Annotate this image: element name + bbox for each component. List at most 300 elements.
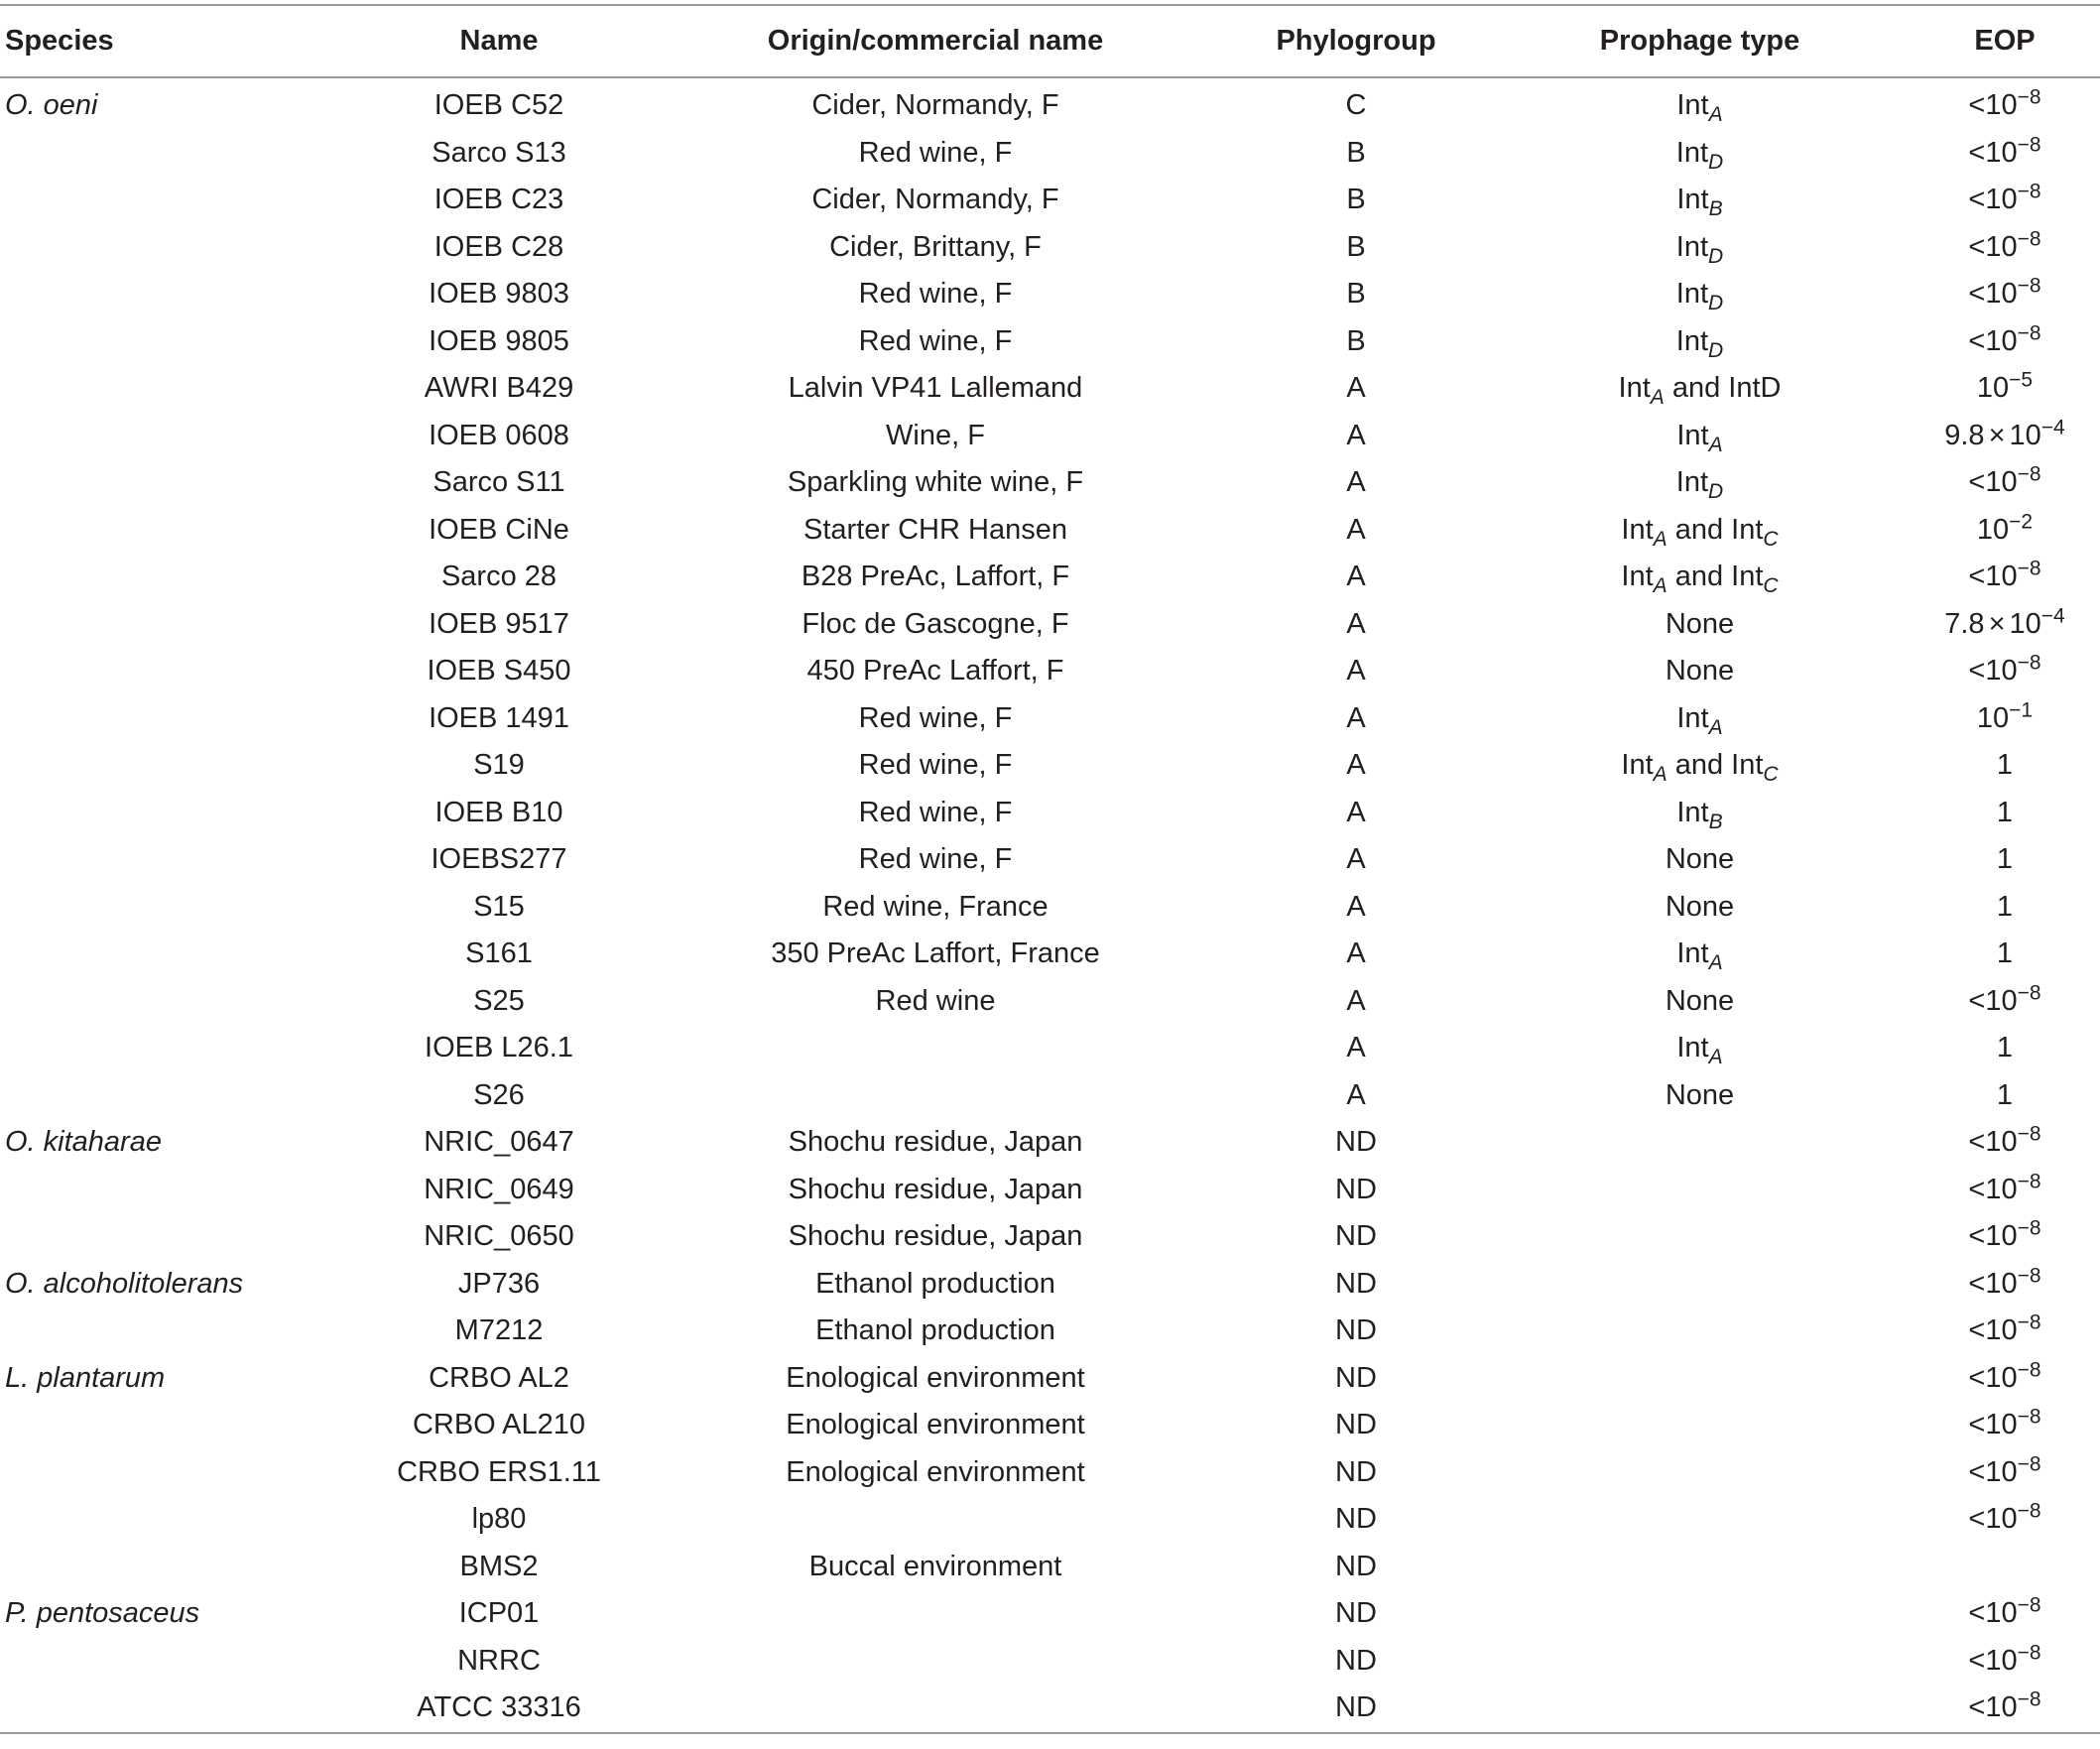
phylogroup-cell: ND	[1335, 1314, 1377, 1347]
eop-exponent: −8	[2017, 981, 2041, 1005]
prophage-type-cell	[1490, 1496, 1910, 1544]
name-cell: IOEB 9803	[429, 278, 569, 311]
phylogroup-cell: ND	[1335, 1173, 1377, 1205]
eop-exponent: −8	[2017, 1405, 2041, 1429]
eop-cell: $<10^{-8}$	[1968, 133, 2041, 169]
eop-cell: $<10^{-8}$	[1968, 1216, 2041, 1253]
eop-cell: $<10^{-8}$	[1968, 1593, 2041, 1630]
eop-cell: $<10^{-8}$	[1968, 321, 2041, 357]
prophage-type-cell: Int$_A$ and Int$_C$	[1621, 513, 1779, 551]
origin-cell: Red wine, F	[858, 324, 1013, 357]
origin-cell: Starter CHR Hansen	[803, 513, 1067, 546]
name-cell: IOEB C52	[433, 89, 564, 122]
phylogroup-cell: ND	[1335, 1503, 1377, 1536]
prophage-type-cell: Int$_A$	[1676, 89, 1723, 127]
prophage-type-cell	[1490, 1167, 1910, 1214]
table-row	[0, 648, 2100, 695]
species-cell	[0, 836, 349, 884]
origin-cell: Shochu residue, Japan	[788, 1173, 1083, 1205]
name-cell: S19	[473, 749, 525, 782]
prophage-type-cell: Int$_D$	[1675, 136, 1724, 174]
eop-exponent: −2	[2009, 510, 2034, 534]
phylogroup-cell: A	[1346, 607, 1366, 640]
prophage-subscript: C	[1763, 527, 1779, 551]
eop-exponent: −8	[2017, 1358, 2041, 1382]
eop-exponent: −8	[2017, 1687, 2041, 1711]
prophage-subscript: A	[1650, 386, 1665, 410]
eop-exponent: −8	[2017, 462, 2041, 486]
origin-cell: Buccal environment	[808, 1550, 1062, 1582]
table-row	[0, 1072, 2100, 1120]
species-cell	[0, 1025, 349, 1072]
table-row	[0, 554, 2100, 601]
species-cell	[0, 507, 349, 555]
phylogroup-cell: ND	[1335, 1597, 1377, 1630]
phylogroup-cell: ND	[1335, 1455, 1377, 1488]
table-row	[0, 1213, 2100, 1261]
prophage-subscript: A	[1653, 574, 1668, 598]
eop-cell: $9.8 \times 10^{-4}$	[1944, 416, 2065, 451]
eop-cell: 1	[1996, 890, 2014, 923]
species-cell	[0, 1544, 349, 1591]
phylogroup-cell: A	[1346, 655, 1366, 687]
species-cell	[0, 1308, 349, 1355]
prophage-type-cell	[1490, 1685, 1910, 1733]
origin-cell: Red wine, F	[858, 701, 1013, 734]
species-cell	[0, 1638, 349, 1686]
prophage-subscript: A	[1708, 433, 1723, 456]
prophage-type-cell: None	[1665, 984, 1735, 1017]
table-row	[0, 790, 2100, 837]
origin-cell: Lalvin VP41 Lallemand	[788, 372, 1083, 405]
origin-cell: Red wine, France	[822, 890, 1049, 923]
table-row	[0, 601, 2100, 649]
origin-cell: Red wine, F	[858, 843, 1013, 876]
prophage-subscript: D	[1708, 338, 1724, 362]
prophage-subscript: A	[1708, 951, 1723, 975]
table-row	[0, 1261, 2100, 1309]
eop-exponent: −8	[2017, 227, 2041, 251]
prophage-subscript: A	[1708, 715, 1723, 739]
prophage-subscript: A	[1708, 103, 1723, 127]
eop-cell: $<10^{-8}$	[1968, 557, 2041, 593]
eop-exponent: −8	[2017, 1264, 2041, 1288]
origin-cell: Shochu residue, Japan	[788, 1126, 1083, 1159]
eop-cell: $<10^{-8}$	[1968, 1264, 2041, 1300]
species-cell	[0, 742, 349, 790]
table-row	[0, 978, 2100, 1026]
name-cell: IOEB C28	[433, 230, 564, 263]
prophage-type-cell	[1490, 1355, 1910, 1403]
table-row	[0, 1355, 2100, 1403]
prophage-type-cell	[1490, 1308, 1910, 1355]
name-cell: S26	[473, 1078, 525, 1111]
column-header-name: Name	[349, 5, 649, 77]
table-row	[0, 1590, 2100, 1638]
table-row	[0, 413, 2100, 460]
origin-cell: Sparkling white wine, F	[787, 466, 1084, 499]
phylogroup-cell: B	[1346, 136, 1366, 169]
prophage-type-cell	[1490, 1449, 1910, 1497]
eop-exponent: −8	[2017, 651, 2041, 675]
eop-cell: $<10^{-8}$	[1968, 1641, 2041, 1677]
species-cell	[0, 413, 349, 460]
phylogroup-cell: ND	[1335, 1550, 1377, 1582]
name-cell: IOEB C23	[433, 184, 564, 216]
eop-exponent: −8	[2017, 274, 2041, 298]
eop-exponent: −1	[2009, 698, 2034, 722]
prophage-type-cell	[1490, 1213, 1910, 1261]
species-cell	[0, 365, 349, 413]
species-cell: O. kitaharae	[5, 1126, 162, 1159]
table-row	[0, 742, 2100, 790]
prophage-type-cell: None	[1665, 607, 1735, 640]
table-row	[0, 1025, 2100, 1072]
phylogroup-cell: B	[1346, 278, 1366, 311]
origin-cell: Enological environment	[786, 1409, 1085, 1441]
phylogroup-cell: B	[1346, 230, 1366, 263]
eop-exponent: −4	[2040, 604, 2065, 628]
name-cell: CRBO AL2	[429, 1361, 569, 1394]
prophage-subscript: D	[1708, 244, 1724, 268]
species-cell	[0, 1496, 349, 1544]
species-cell	[0, 884, 349, 932]
species-cell	[0, 1449, 349, 1497]
eop-exponent: −8	[2017, 1593, 2041, 1617]
name-cell: BMS2	[459, 1550, 539, 1582]
column-header-species: Species	[0, 5, 349, 77]
eop-cell: 1	[1996, 937, 2014, 970]
eop-cell: $<10^{-8}$	[1968, 1499, 2041, 1536]
eop-exponent: −8	[2017, 1641, 2041, 1665]
eop-cell: 1	[1996, 796, 2014, 828]
species-cell	[0, 601, 349, 649]
table-row	[0, 1402, 2100, 1449]
name-cell: IOEB 0608	[429, 419, 569, 451]
phylogroup-cell: C	[1345, 89, 1367, 122]
eop-cell: $<10^{-8}$	[1968, 462, 2041, 499]
prophage-type-cell: Int$_D$	[1675, 278, 1724, 315]
name-cell: NRIC_0647	[424, 1126, 574, 1159]
table-body	[0, 77, 2100, 1733]
origin-cell: Wine, F	[886, 419, 985, 451]
eop-cell: 1	[1996, 1032, 2014, 1064]
name-cell: IOEB 9805	[429, 324, 569, 357]
eop-cell: 1	[1996, 749, 2014, 782]
name-cell: AWRI B429	[424, 372, 574, 405]
eop-cell: $<10^{-8}$	[1968, 651, 2041, 687]
name-cell: IOEB L26.1	[425, 1032, 573, 1064]
eop-exponent: −4	[2040, 416, 2065, 439]
name-cell: Sarco S13	[432, 136, 566, 169]
prophage-type-cell	[1490, 1544, 1910, 1591]
eop-cell: $<10^{-8}$	[1968, 227, 2041, 263]
table-row	[0, 1638, 2100, 1686]
prophage-type-cell	[1490, 1119, 1910, 1167]
prophage-subscript: B	[1708, 197, 1723, 221]
phylogroup-cell: A	[1346, 843, 1366, 876]
species-cell	[0, 1213, 349, 1261]
eop-cell: $10^{-2}$	[1976, 510, 2034, 546]
species-cell	[0, 978, 349, 1026]
phylogroup-cell: B	[1346, 184, 1366, 216]
eop-exponent: −8	[2017, 1452, 2041, 1476]
name-cell: S161	[465, 937, 533, 970]
species-cell	[0, 459, 349, 507]
origin-cell	[649, 1025, 1222, 1072]
eop-cell: $<10^{-8}$	[1968, 981, 2041, 1017]
species-cell	[0, 931, 349, 978]
table-row	[0, 459, 2100, 507]
table-row	[0, 884, 2100, 932]
eop-cell: $<10^{-8}$	[1968, 1122, 2041, 1159]
eop-cell: 1	[1996, 1078, 2014, 1111]
species-cell	[0, 224, 349, 272]
origin-cell: Ethanol production	[815, 1314, 1055, 1347]
phylogroup-cell: ND	[1335, 1361, 1377, 1394]
origin-cell	[649, 1590, 1222, 1638]
species-cell	[0, 790, 349, 837]
table-row	[0, 177, 2100, 224]
eop-cell: $<10^{-8}$	[1968, 1452, 2041, 1488]
prophage-type-cell	[1490, 1638, 1910, 1686]
name-cell: M7212	[454, 1314, 544, 1347]
prophage-subscript: B	[1708, 810, 1723, 833]
phylogroup-cell: A	[1346, 1032, 1366, 1064]
phylogroup-cell: A	[1346, 890, 1366, 923]
name-cell: NRIC_0650	[424, 1220, 574, 1253]
column-header-origin: Origin/commercial name	[649, 5, 1222, 77]
phylogroup-cell: A	[1346, 561, 1366, 593]
prophage-type-cell: Int$_A$ and Int$_C$	[1621, 561, 1779, 598]
species-cell	[0, 318, 349, 366]
table-row	[0, 695, 2100, 743]
phylogroup-cell: A	[1346, 701, 1366, 734]
origin-cell: Red wine	[875, 984, 996, 1017]
prophage-subscript: D	[1708, 292, 1724, 315]
phylogroup-cell: ND	[1335, 1126, 1377, 1159]
phylogroup-cell: ND	[1222, 1685, 1490, 1733]
eop-cell: $<10^{-8}$	[1968, 1170, 2041, 1205]
column-header-phylogroup: Phylogroup	[1222, 5, 1490, 77]
origin-cell: B28 PreAc, Laffort, F	[801, 561, 1070, 593]
phylogroup-cell: A	[1346, 1078, 1366, 1111]
table-row	[0, 931, 2100, 978]
eop-exponent: −5	[2009, 368, 2034, 392]
eop-cell: $<10^{-8}$	[1968, 1405, 2041, 1441]
name-cell: IOEB B10	[434, 796, 563, 828]
eop-exponent: −8	[2017, 180, 2041, 203]
eop-exponent: −8	[2017, 1311, 2041, 1334]
name-cell: lp80	[471, 1503, 527, 1536]
table-row	[0, 1544, 2100, 1591]
column-header-prophage-type: Prophage type	[1490, 5, 1910, 77]
eop-exponent: −8	[2017, 85, 2041, 109]
prophage-type-cell: Int$_A$	[1676, 419, 1723, 456]
phylogroup-cell: A	[1346, 984, 1366, 1017]
origin-cell	[649, 1638, 1222, 1686]
prophage-subscript: C	[1763, 763, 1779, 787]
multiply-sign: ×	[1988, 419, 2006, 451]
prophage-type-cell	[1490, 1402, 1910, 1449]
table-row	[0, 1449, 2100, 1497]
column-header-eop: EOP	[1910, 5, 2100, 77]
table-row	[0, 836, 2100, 884]
species-cell	[0, 130, 349, 178]
prophage-type-cell: None	[1665, 1078, 1735, 1111]
species-cell: P. pentosaceus	[5, 1597, 200, 1630]
name-cell: NRIC_0649	[424, 1173, 574, 1205]
phylogroup-cell: A	[1346, 372, 1366, 405]
table-row	[0, 318, 2100, 366]
name-cell: ICP01	[458, 1597, 540, 1630]
phylogroup-cell: ND	[1335, 1267, 1377, 1300]
species-cell	[0, 1685, 349, 1733]
header-row	[0, 5, 2100, 77]
eop-exponent: −8	[2017, 1499, 2041, 1523]
phylogroup-cell: A	[1346, 937, 1366, 970]
phylogroup-cell: A	[1346, 419, 1366, 451]
eop-cell: $<10^{-8}$	[1968, 1358, 2041, 1394]
eop-cell: $<10^{-8}$	[1968, 1311, 2041, 1347]
species-cell	[0, 1167, 349, 1214]
phylogroup-cell: A	[1346, 466, 1366, 499]
origin-cell: Red wine, F	[858, 796, 1013, 828]
origin-cell	[649, 1685, 1222, 1733]
name-cell: Sarco S11	[432, 466, 565, 499]
prophage-type-cell	[1490, 1261, 1910, 1309]
eop-exponent: −8	[2017, 133, 2041, 157]
species-cell	[0, 1072, 349, 1120]
origin-cell: Shochu residue, Japan	[788, 1220, 1083, 1253]
eop-exponent: −8	[2017, 1122, 2041, 1146]
phylogroup-cell: ND	[1335, 1220, 1377, 1253]
species-cell: O. oeni	[5, 89, 98, 122]
eop-cell: $<10^{-8}$	[1968, 274, 2041, 311]
prophage-type-cell: Int$_D$	[1675, 466, 1724, 504]
prophage-type-cell: Int$_B$	[1676, 796, 1723, 833]
phylogroup-cell: A	[1346, 796, 1366, 828]
eop-exponent: −8	[2017, 1170, 2041, 1193]
species-cell: L. plantarum	[5, 1361, 166, 1394]
prophage-type-cell	[1490, 1590, 1910, 1638]
name-cell: NRRC	[457, 1644, 541, 1677]
name-cell: CRBO AL210	[412, 1409, 586, 1441]
phylogroup-cell: ND	[1335, 1644, 1377, 1677]
origin-cell: Enological environment	[786, 1455, 1085, 1488]
origin-cell	[649, 1496, 1222, 1544]
origin-cell: Enological environment	[786, 1361, 1085, 1394]
prophage-type-cell: Int$_A$	[1676, 937, 1723, 975]
name-cell: IOEB 1491	[429, 701, 569, 734]
origin-cell: Red wine, F	[858, 749, 1013, 782]
table-row	[0, 1685, 2100, 1733]
eop-exponent: −8	[2017, 321, 2041, 345]
phylogroup-cell: ND	[1335, 1409, 1377, 1441]
origin-cell: Cider, Normandy, F	[811, 89, 1059, 122]
eop-cell: $<10^{-8}$	[1910, 1685, 2100, 1733]
name-cell: Sarco 28	[440, 561, 557, 593]
table-row	[0, 1308, 2100, 1355]
name-cell: S15	[473, 890, 525, 923]
prophage-type-cell: None	[1665, 843, 1735, 876]
prophage-type-cell: Int$_D$	[1675, 324, 1724, 362]
prophage-subscript: D	[1708, 480, 1724, 504]
name-cell: IOEBS277	[431, 843, 567, 876]
prophage-type-cell: Int$_A$	[1676, 1032, 1723, 1069]
table-row	[0, 1496, 2100, 1544]
species-cell: O. alcoholitolerans	[5, 1267, 244, 1300]
prophage-type-cell: Int$_D$	[1675, 230, 1724, 268]
table-row	[0, 365, 2100, 413]
prophage-subscript: C	[1763, 574, 1779, 598]
origin-cell: Floc de Gascogne, F	[802, 607, 1069, 640]
species-cell	[0, 648, 349, 695]
prophage-subscript: D	[1708, 150, 1724, 174]
origin-cell: Cider, Normandy, F	[811, 184, 1059, 216]
prophage-type-cell: Int$_A$ and Int$_C$	[1621, 749, 1779, 787]
name-cell: IOEB S450	[427, 655, 571, 687]
prophage-type-cell: Int$_A$	[1676, 701, 1723, 739]
eop-cell	[1910, 1544, 2100, 1591]
prophage-subscript: A	[1653, 763, 1668, 787]
eop-cell: $10^{-5}$	[1976, 368, 2034, 405]
species-cell	[0, 177, 349, 224]
origin-cell: 450 PreAc Laffort, F	[806, 655, 1064, 687]
prophage-type-cell: None	[1665, 655, 1735, 687]
prophage-type-cell: Int$_B$	[1676, 184, 1723, 221]
phylogroup-cell: A	[1346, 749, 1366, 782]
name-cell: CRBO ERS1.11	[397, 1455, 601, 1488]
eop-cell: 1	[1996, 843, 2014, 876]
name-cell: ATCC 33316	[349, 1685, 649, 1733]
prophage-subscript: A	[1708, 1046, 1723, 1069]
species-cell	[0, 554, 349, 601]
origin-cell: Ethanol production	[815, 1267, 1055, 1300]
species-cell	[0, 271, 349, 318]
strains-table	[0, 4, 2100, 1734]
prophage-type-cell: Int$_A$ and IntD	[1618, 372, 1782, 410]
eop-cell: $7.8 \times 10^{-4}$	[1944, 604, 2065, 640]
table-row	[0, 77, 2100, 130]
phylogroup-cell: B	[1346, 324, 1366, 357]
table-row	[0, 1167, 2100, 1214]
table-row	[0, 1119, 2100, 1167]
origin-cell: Red wine, F	[858, 278, 1013, 311]
table-row	[0, 130, 2100, 178]
table-row	[0, 224, 2100, 272]
name-cell: IOEB 9517	[429, 607, 569, 640]
origin-cell	[649, 1072, 1222, 1120]
name-cell: JP736	[457, 1267, 541, 1300]
origin-cell: Red wine, F	[858, 136, 1013, 169]
name-cell: IOEB CiNe	[429, 513, 569, 546]
origin-cell: 350 PreAc Laffort, France	[771, 937, 1100, 970]
table-row	[0, 271, 2100, 318]
species-cell	[0, 695, 349, 743]
eop-cell: $10^{-1}$	[1976, 698, 2034, 734]
eop-exponent: −8	[2017, 1216, 2041, 1240]
table-row	[0, 507, 2100, 555]
prophage-type-cell: None	[1665, 890, 1735, 923]
name-cell: S25	[473, 984, 525, 1017]
species-cell	[0, 1402, 349, 1449]
phylogroup-cell: A	[1346, 513, 1366, 546]
eop-cell: $<10^{-8}$	[1968, 180, 2041, 216]
multiply-sign: ×	[1988, 607, 2006, 640]
origin-cell: Cider, Brittany, F	[829, 230, 1042, 263]
prophage-subscript: A	[1653, 527, 1668, 551]
